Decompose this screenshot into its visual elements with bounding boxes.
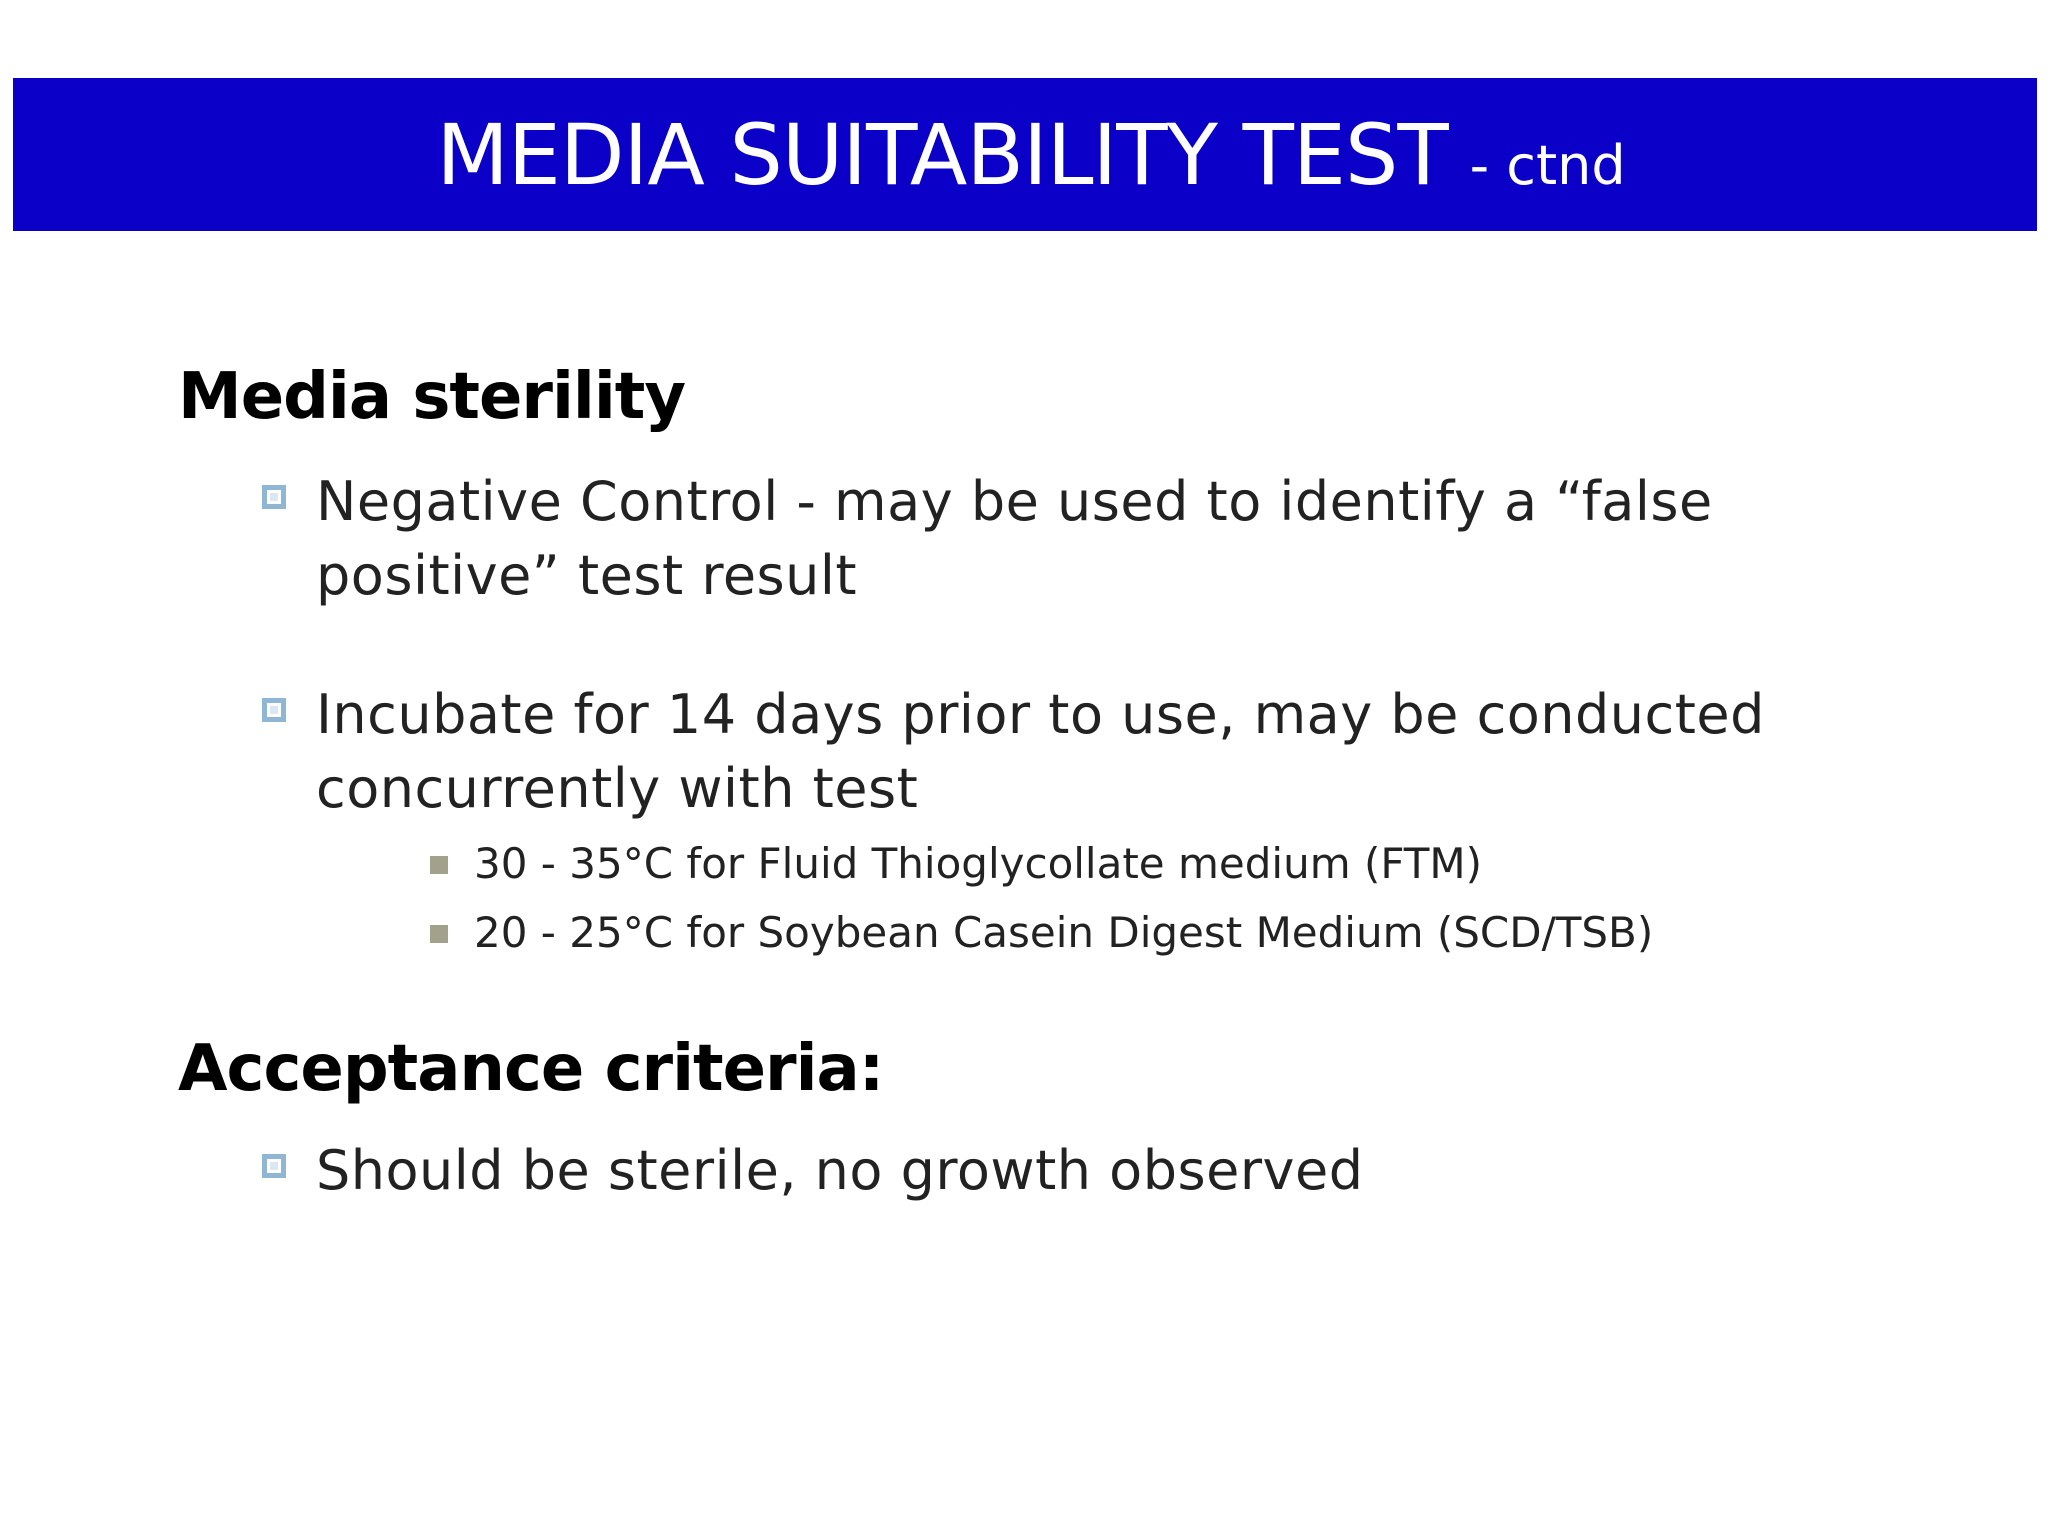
square-sub-bullet-icon xyxy=(430,856,448,874)
bullet-text: Negative Control - may be used to identify a “false positive” test result xyxy=(316,470,1713,607)
bullet-text: Should be sterile, no growth observed xyxy=(316,1139,1364,1202)
slide-title: MEDIA SUITABILITY TEST xyxy=(436,105,1448,204)
section-heading-media-sterility: Media sterility xyxy=(178,360,686,434)
bullet-incubate xyxy=(262,678,1862,828)
sub-bullet-text: 30 - 35°C for Fluid Thioglycollate medium (FTM) xyxy=(474,839,1483,888)
title-bar xyxy=(13,78,2037,231)
bullet-text: Incubate for 14 days prior to use, may be conducted concurrently with test xyxy=(316,683,1765,820)
bullet-negative-control xyxy=(262,465,1862,615)
square-sub-bullet-icon xyxy=(430,925,448,943)
slide-title-suffix: - ctnd xyxy=(1469,133,1626,197)
sub-bullet-ftm xyxy=(430,834,1830,894)
sub-bullet-text: 20 - 25°C for Soybean Casein Digest Medium (SCD/TSB) xyxy=(474,908,1654,957)
bullet-should-be-sterile xyxy=(262,1134,1862,1214)
square-bullet-icon xyxy=(262,1154,286,1178)
sub-bullet-scd xyxy=(430,903,1830,963)
section-heading-acceptance-criteria: Acceptance criteria: xyxy=(178,1032,884,1106)
square-bullet-icon xyxy=(262,698,286,722)
title-wrap xyxy=(436,106,1625,204)
square-bullet-icon xyxy=(262,485,286,509)
